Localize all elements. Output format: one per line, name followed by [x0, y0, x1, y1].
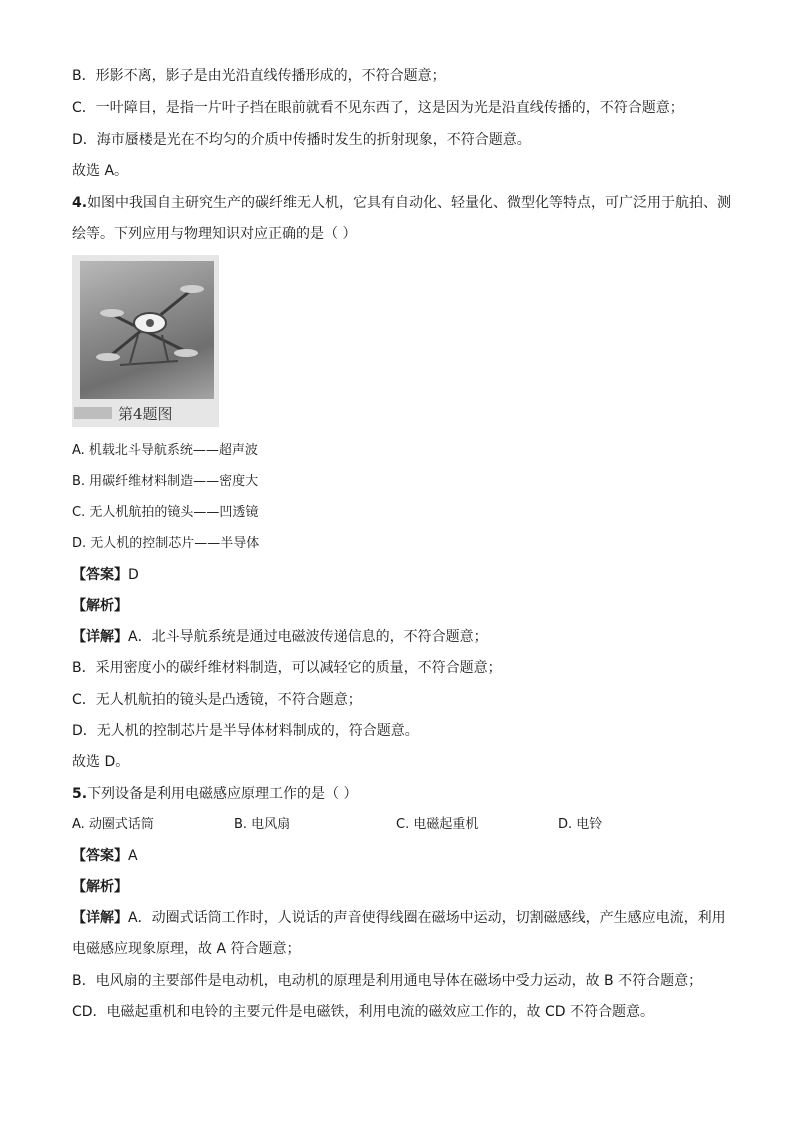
q3-option-b-explanation: B．形影不离，影子是由光沿直线传播形成的，不符合题意； — [72, 68, 446, 84]
figure-caption: 第4题图 — [118, 405, 173, 423]
q5-options — [72, 815, 722, 835]
q3-option-c-explanation: C．一叶障目，是指一片叶子挡在眼前就看不见东西了，这是因为光是沿直线传播的，不符合题意； — [72, 100, 684, 116]
q4-answer: D — [128, 567, 139, 583]
q4-detail-d: D．无人机的控制芯片是半导体材料制成的，符合题意。 — [72, 723, 419, 739]
q5-answer: A — [128, 848, 138, 864]
detail-label: 【详解】 — [72, 910, 128, 926]
caption-mark — [74, 407, 112, 419]
q5-detail-a1: A．动圈式话筒工作时，人说话的声音使得线圈在磁场中运动，切割磁感线，产生感应电流，利用 — [128, 910, 726, 926]
q4-stem-line-1 — [72, 193, 731, 213]
q4-detail-a: A．北斗导航系统是通过电磁波传递信息的，不符合题意； — [128, 629, 488, 645]
q3-option-d-explanation: D．海市蜃楼是光在不均匀的介质中传播时发生的折射现象，不符合题意。 — [72, 132, 531, 148]
q5-option-d: D. 电铃 — [558, 817, 603, 832]
q5-detail-a-line-1 — [72, 908, 726, 928]
q3-conclusion: 故选 A。 — [72, 163, 129, 179]
q4-analysis-label: 【解析】 — [72, 598, 128, 614]
q4-option-a: A. 机载北斗导航系统——超声波 — [72, 443, 258, 458]
q5-analysis-label: 【解析】 — [72, 879, 128, 895]
q4-number: 4. — [72, 195, 88, 211]
q4-detail-a-line — [72, 627, 488, 647]
answer-label: 【答案】 — [72, 567, 128, 583]
q4-conclusion: 故选 D。 — [72, 754, 130, 770]
q5-detail-b: B．电风扇的主要部件是电动机，电动机的原理是利用通电导体在磁场中受力运动，故 B 不符合题意； — [72, 973, 703, 989]
q4-answer-line — [72, 565, 139, 585]
q5-option-b: B. 电风扇 — [234, 817, 291, 832]
q5-detail-cd: CD．电磁起重机和电铃的主要元件是电磁铁，利用电流的磁效应工作的，故 CD 不符合题意。 — [72, 1004, 655, 1020]
q4-option-d: D. 无人机的控制芯片——半导体 — [72, 536, 260, 551]
q4-detail-b: B．采用密度小的碳纤维材料制造，可以减轻它的质量，不符合题意； — [72, 660, 502, 676]
q4-stem-line-2: 绘等。下列应用与物理知识对应正确的是（ ） — [72, 226, 357, 242]
q4-option-b: B. 用碳纤维材料制造——密度大 — [72, 474, 259, 489]
answer-label: 【答案】 — [72, 848, 128, 864]
q5-option-c: C. 电磁起重机 — [396, 817, 479, 832]
q4-option-c: C. 无人机航拍的镜头——凹透镜 — [72, 505, 259, 520]
drone-icon — [80, 261, 214, 399]
drone-photo — [72, 255, 219, 427]
q5-option-a: A. 动圈式话筒 — [72, 817, 154, 832]
detail-label: 【详解】 — [72, 629, 128, 645]
q5-answer-line — [72, 846, 138, 866]
q4-detail-c: C．无人机航拍的镜头是凸透镜，不符合题意； — [72, 692, 362, 708]
q5-detail-a-line-2: 电磁感应现象原理，故 A 符合题意； — [72, 941, 301, 957]
q4-stem-text: 如图中我国自主研究生产的碳纤维无人机，它具有自动化、轻量化、微型化等特点，可广泛用于航拍、测 — [87, 195, 732, 211]
drone-photo-image — [80, 261, 214, 399]
q5-number: 5. — [72, 786, 88, 802]
q5-stem — [72, 784, 358, 804]
q5-stem-text: 下列设备是利用电磁感应原理工作的是（ ） — [87, 786, 358, 802]
